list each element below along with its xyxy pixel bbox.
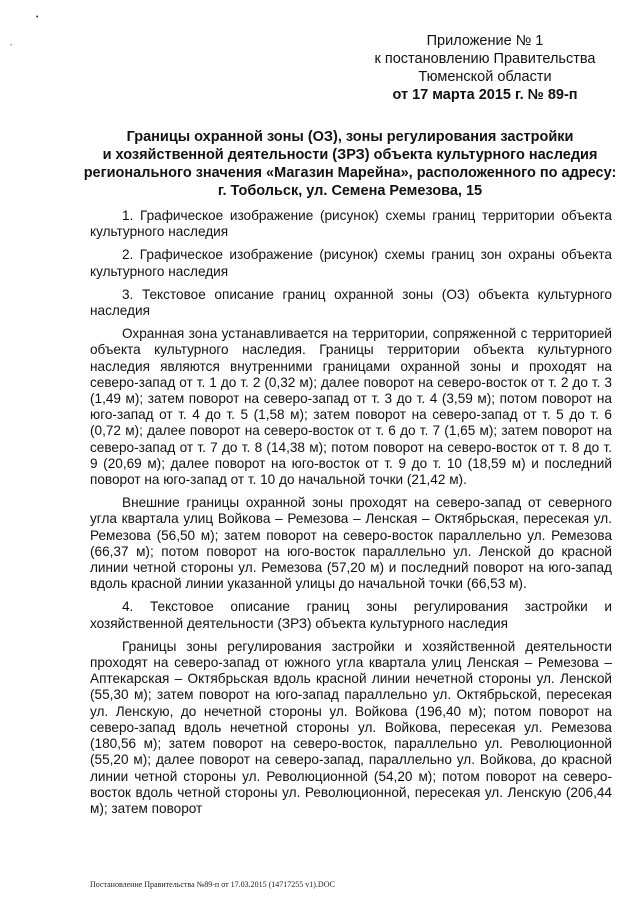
paragraph-item-4: 4. Текстовое описание границ зоны регулирования застройки и хозяйственной деятельности (ЗРЗ) объекта культурного наследия	[90, 599, 612, 631]
appendix-reference: к постановлению Правительства	[374, 51, 596, 67]
paragraph-oz-inner: Охранная зона устанавливается на территории, сопряженной с территорией объекта культурного наследия. Границы территории объекта культурного наследия являются внутренними границами охранной зоны и проходят на северо-запад от т. 1 до т. 2 (0,32 м); далее поворот на северо-восток от т. 2 до т. 3 (1,49 м); затем поворот на северо-запад от т. 3 до т. 4 (3,59 м); потом поворот на юго-запад от т. 4 до т. 5 (1,58 м); затем поворот на северо-запад от т. 5 до т. 6 (0,72 м); далее поворот на северо-восток от т. 6 до т. 7 (1,65 м); затем поворот на северо-запад от т. 7 до т. 8 (14,38 м); потом поворот на северо-восток от т. 8 до т. 9 (20,69 м); далее поворот на юго-восток от т. 9 до т. 10 (18,59 м) и последний поворот на юго-запад от т. 10 до начальной точки (21,42 м).	[90, 326, 612, 488]
title-line: г. Тобольск, ул. Семена Ремезова, 15	[217, 183, 483, 199]
document-title	[80, 128, 620, 200]
appendix-authority: Тюменской области	[418, 69, 552, 85]
title-line: регионального значения «Магазин Марейна», расположенного по адресу:	[83, 165, 617, 181]
paragraph-item-3: 3. Текстовое описание границ охранной зоны (ОЗ) объекта культурного наследия	[90, 286, 612, 319]
appendix-date: от 17 марта 2015 г. № 89-п	[392, 87, 578, 103]
appendix-header	[360, 32, 610, 104]
file-footer: Постановление Правительства №89-п от 17.03.2015 (14717255 v1).DOC	[90, 880, 335, 889]
document-body	[90, 208, 612, 824]
paragraph-item-1: 1. Графическое изображение (рисунок) схемы границ территории объекта культурного наследия	[90, 208, 612, 240]
title-line: и хозяйственной деятельности (ЗРЗ) объекта культурного наследия	[102, 147, 598, 163]
scan-mark: •	[36, 14, 39, 21]
paragraph-oz-outer: Внешние границы охранной зоны проходят на северо-запад от северного угла квартала улиц Войкова – Ремезова – Ленская – Октябрьская, пересекая ул. Ремезова (56,50 м); затем поворот на северо-восток параллельно ул. Ремезова (66,37 м); потом поворот на юго-восток параллельно ул. Ленской до красной линии четной стороны ул. Ремезова (57,20 м) и последний поворот на юго-запад вдоль красной линии указанной улицы до начальной точки (66,53 м).	[90, 495, 612, 592]
paragraph-item-2: 2. Графическое изображение (рисунок) схемы границ зон охраны объекта культурного наследия	[90, 247, 612, 279]
appendix-number: Приложение № 1	[426, 33, 544, 49]
scan-mark: -	[10, 42, 13, 49]
title-line: Границы охранной зоны (ОЗ), зоны регулирования застройки	[126, 129, 574, 145]
paragraph-zrz: Границы зоны регулирования застройки и хозяйственной деятельности проходят на северо-запад от южного угла квартала улиц Ленская – Ремезова – Аптекарская – Октябрьская вдоль красной линии нечетной стороны ул. Ленской (55,30 м); затем поворот на юго-запад параллельно ул. Октябрьской, пересекая ул. Ленскую, до нечетной стороны ул. Войкова (196,40 м); потом поворот на северо-запад вдоль нечетной стороны ул. Войкова, пересекая ул. Ремезова (180,56 м); затем поворот на северо-восток, параллельно ул. Революционной (55,20 м); далее поворот на северо-запад, параллельно ул. Войкова, до красной линии четной стороны ул. Революционной (54,20 м); потом поворот на северо-восток вдоль четной стороны ул. Революционной, пересекая ул. Ленскую (206,44 м); затем поворот	[90, 638, 612, 816]
